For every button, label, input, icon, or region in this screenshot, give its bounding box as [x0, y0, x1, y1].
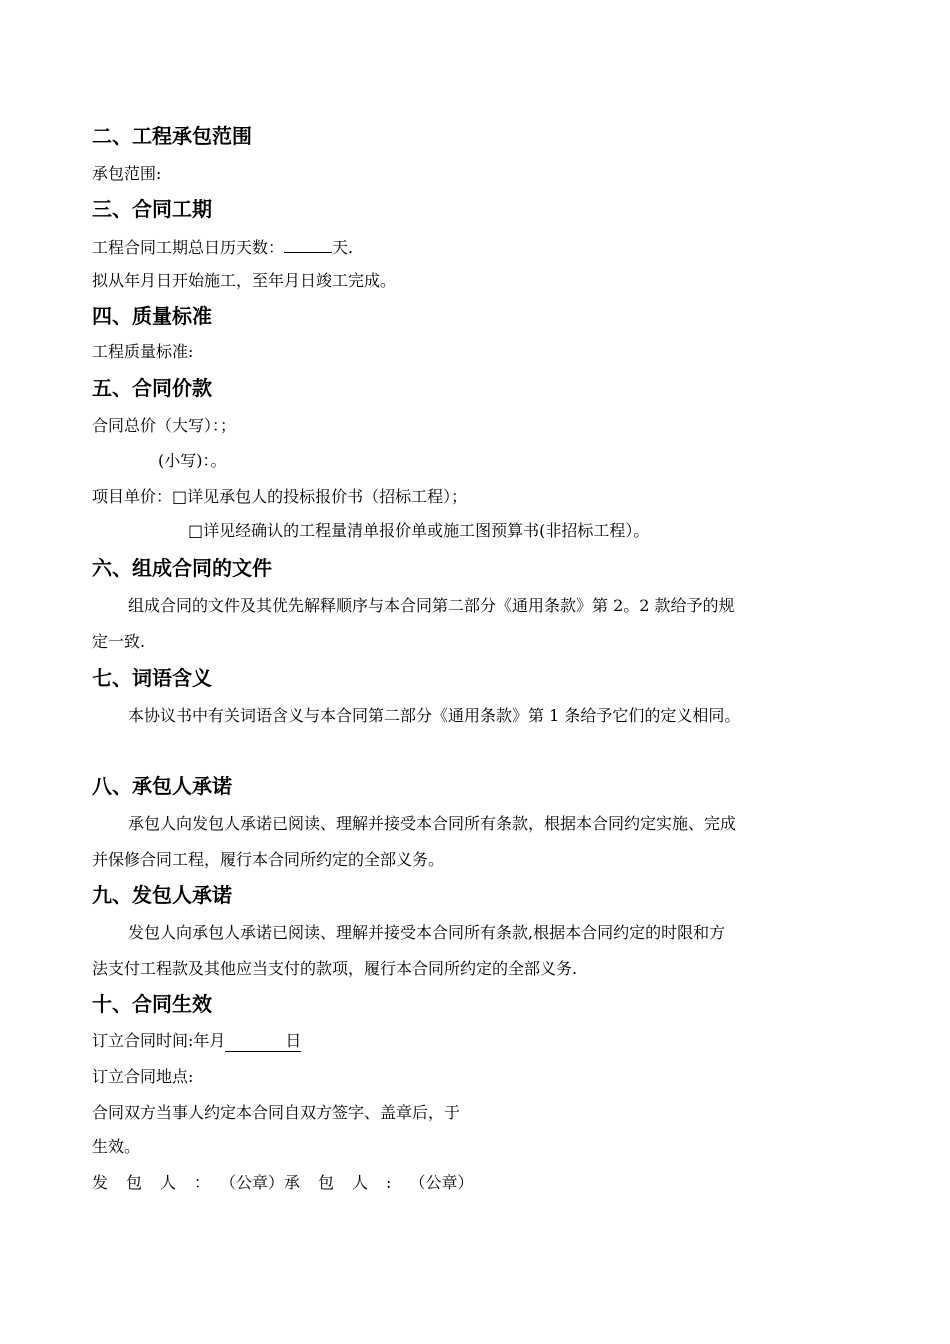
employer-label: 发包人：	[92, 1173, 229, 1192]
unit-price-line	[92, 486, 467, 508]
contractor-seal: （公章）	[409, 1173, 474, 1192]
contractor-commitment-line-1: 承包人向发包人承诺已阅读、理解并接受本合同所有条款，根据本合同约定实施、完成	[128, 814, 737, 833]
employer-commitment-line-2: 法支付工程款及其他应当支付的款项，履行本合同所约定的全部义务.	[92, 959, 578, 978]
contractor-commitment-line-2: 并保修合同工程，履行本合同所约定的全部义务。	[92, 850, 445, 869]
signing-time-prefix: 订立合同时间:年月	[92, 1031, 226, 1050]
signature-line	[92, 1172, 473, 1194]
contract-page	[92, 0, 872, 1344]
heading-duration: 三、合同工期	[92, 197, 212, 221]
heading-price: 五、合同价款	[92, 376, 212, 400]
heading-scope: 二、工程承包范围	[92, 124, 252, 148]
duration-days-suffix: 天.	[332, 238, 354, 257]
employer-seal: （公章）	[228, 1173, 285, 1192]
duration-days-prefix: 工程合同工期总日历天数：	[92, 238, 285, 257]
scope-line: 承包范围:	[92, 164, 162, 183]
price-total-lower: (小写)：。	[158, 451, 227, 470]
unit-price-option-2: □详见经确认的工程量清单报价单或施工图预算书(非招标工程）。	[188, 521, 650, 540]
documents-line-2: 定一致.	[92, 632, 146, 651]
price-total-upper: 合同总价（大写）：；	[92, 416, 237, 435]
quality-line: 工程质量标准:	[92, 342, 194, 361]
heading-contractor-commitment: 八、承包人承诺	[92, 774, 232, 798]
signing-time-line	[92, 1030, 301, 1052]
documents-line-1: 组成合同的文件及其优先解释顺序与本合同第二部分《通用条款》第 2。2 款给予的规	[128, 596, 735, 615]
heading-quality: 四、质量标准	[92, 304, 212, 328]
unit-price-option-1: □详见承包人的投标报价书（招标工程）；	[172, 487, 468, 506]
effect-line-1: 合同双方当事人约定本合同自双方签字、盖章后，于	[92, 1103, 461, 1122]
contractor-label: 承包人:	[284, 1173, 410, 1192]
duration-days-blank	[284, 236, 332, 253]
heading-terms: 七、词语含义	[92, 666, 212, 690]
heading-documents: 六、组成合同的文件	[92, 556, 272, 580]
signing-place-line: 订立合同地点:	[92, 1067, 194, 1086]
terms-line-1: 本协议书中有关词语含义与本合同第二部分《通用条款》第 1 条给予它们的定义相同。	[128, 706, 741, 725]
duration-days-line	[92, 236, 353, 259]
signing-time-day: 日	[225, 1031, 301, 1052]
effect-line-2: 生效。	[92, 1137, 141, 1156]
employer-commitment-line-1: 发包人向承包人承诺已阅读、理解并接受本合同所有条款,根据本合同约定的时限和方	[128, 923, 726, 942]
heading-effectiveness: 十、合同生效	[92, 992, 212, 1016]
duration-period-line: 拟从年月日开始施工，至年月日竣工完成。	[92, 271, 397, 290]
heading-employer-commitment: 九、发包人承诺	[92, 883, 232, 907]
unit-price-label: 项目单价：	[92, 487, 173, 506]
